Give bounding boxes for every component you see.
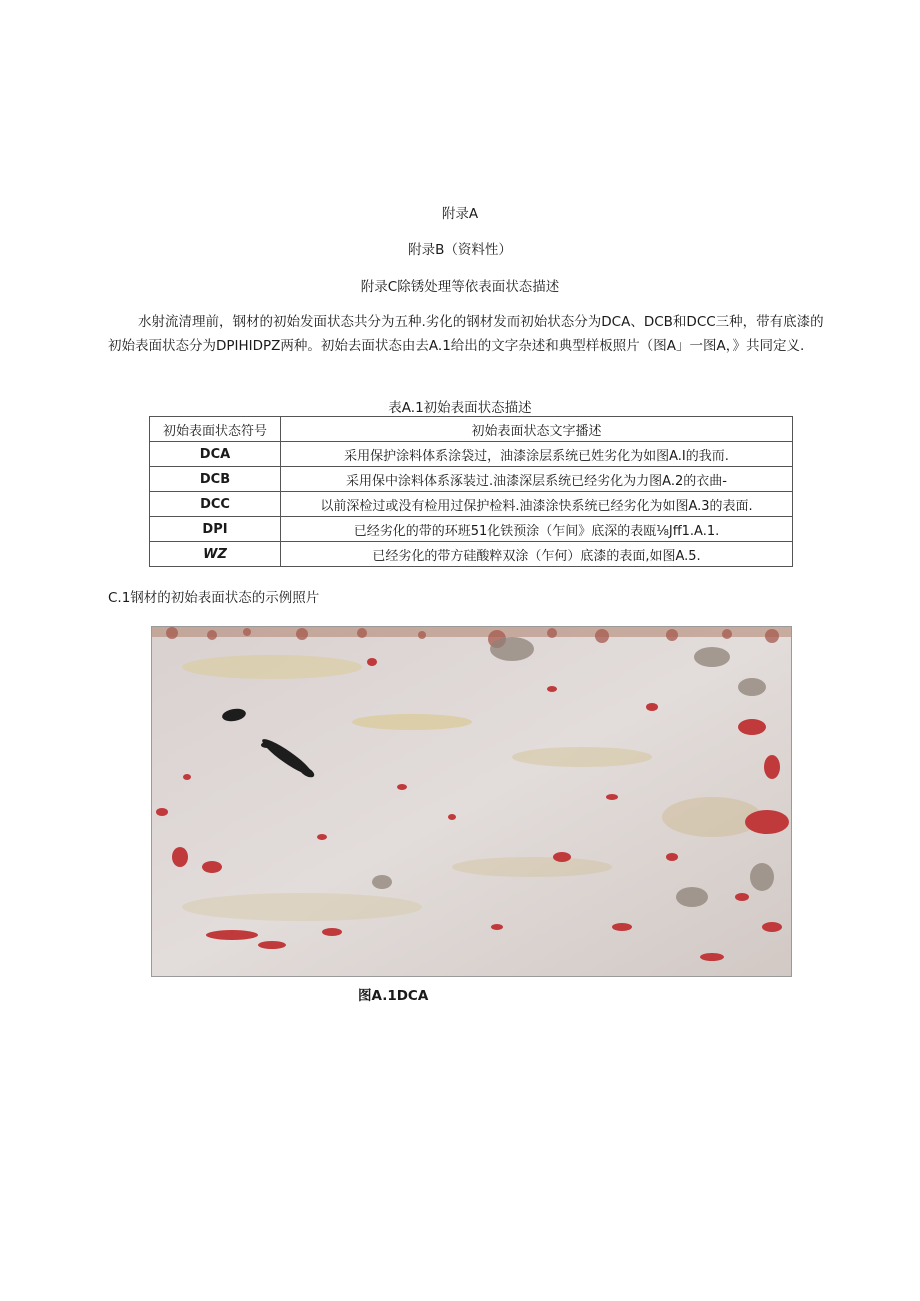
state-description: 以前深检过或没有检用过保护检料.油漆涂快系统已经劣化为如图A.3的表面.	[281, 492, 793, 517]
state-symbol: DPI	[150, 517, 281, 542]
state-symbol: DCB	[150, 467, 281, 492]
state-symbol: DCC	[150, 492, 281, 517]
table-row	[150, 492, 793, 517]
state-description: 已经劣化的带的环班51化铁预涂（乍间》底深的表瓯⅛Jff1.A.1.	[281, 517, 793, 542]
table-row	[150, 442, 793, 467]
steel-surface-texture	[152, 627, 791, 976]
header-description: 初始表面状态文字播述	[281, 417, 793, 442]
appendix-b-heading: 附录B（资料性）	[408, 242, 512, 258]
state-symbol: WZ	[150, 542, 281, 567]
surface-state-table	[149, 416, 793, 567]
header-symbol: 初始表面状态符号	[150, 417, 281, 442]
table-row	[150, 467, 793, 492]
table-row	[150, 542, 793, 567]
appendix-a-heading: 附录A	[441, 206, 479, 222]
table-caption: 表A.1初始表面状态描述	[388, 400, 532, 416]
state-description: 已经劣化的带方硅酸粹双涂（乍何）底漆的表面,如图A.5.	[281, 542, 793, 567]
steel-surface-photo	[151, 626, 792, 977]
table-header-row	[150, 417, 793, 442]
photo-section-title: C.1钢材的初始表面状态的示例照片	[108, 590, 320, 606]
table-row	[150, 517, 793, 542]
figure-caption: 图A.1DCA	[358, 988, 429, 1004]
state-description: 采用保护涂料体系涂袋过，油漆涂层系统已姓劣化为如图A.I的我而.	[281, 442, 793, 467]
state-symbol: DCA	[150, 442, 281, 467]
appendix-c-heading: 附录C除锈处理等依表面状态描述	[360, 279, 560, 295]
intro-paragraph: 水射流清理前，钢材的初始发面状态共分为五种.劣化的钢材发而初始状态分为DCA、DCB和DCC三种，带有底漆的初始表面状态分为DPIHIDPZ两种。初始去面状态由去A.1给出的文字杂述和典型样板照片（图A」一图A，》共同定义.	[108, 314, 824, 354]
state-description: 采用保中涂料体系涿装过.油漆深层系统已经劣化为力图A.2的衣曲-	[281, 467, 793, 492]
